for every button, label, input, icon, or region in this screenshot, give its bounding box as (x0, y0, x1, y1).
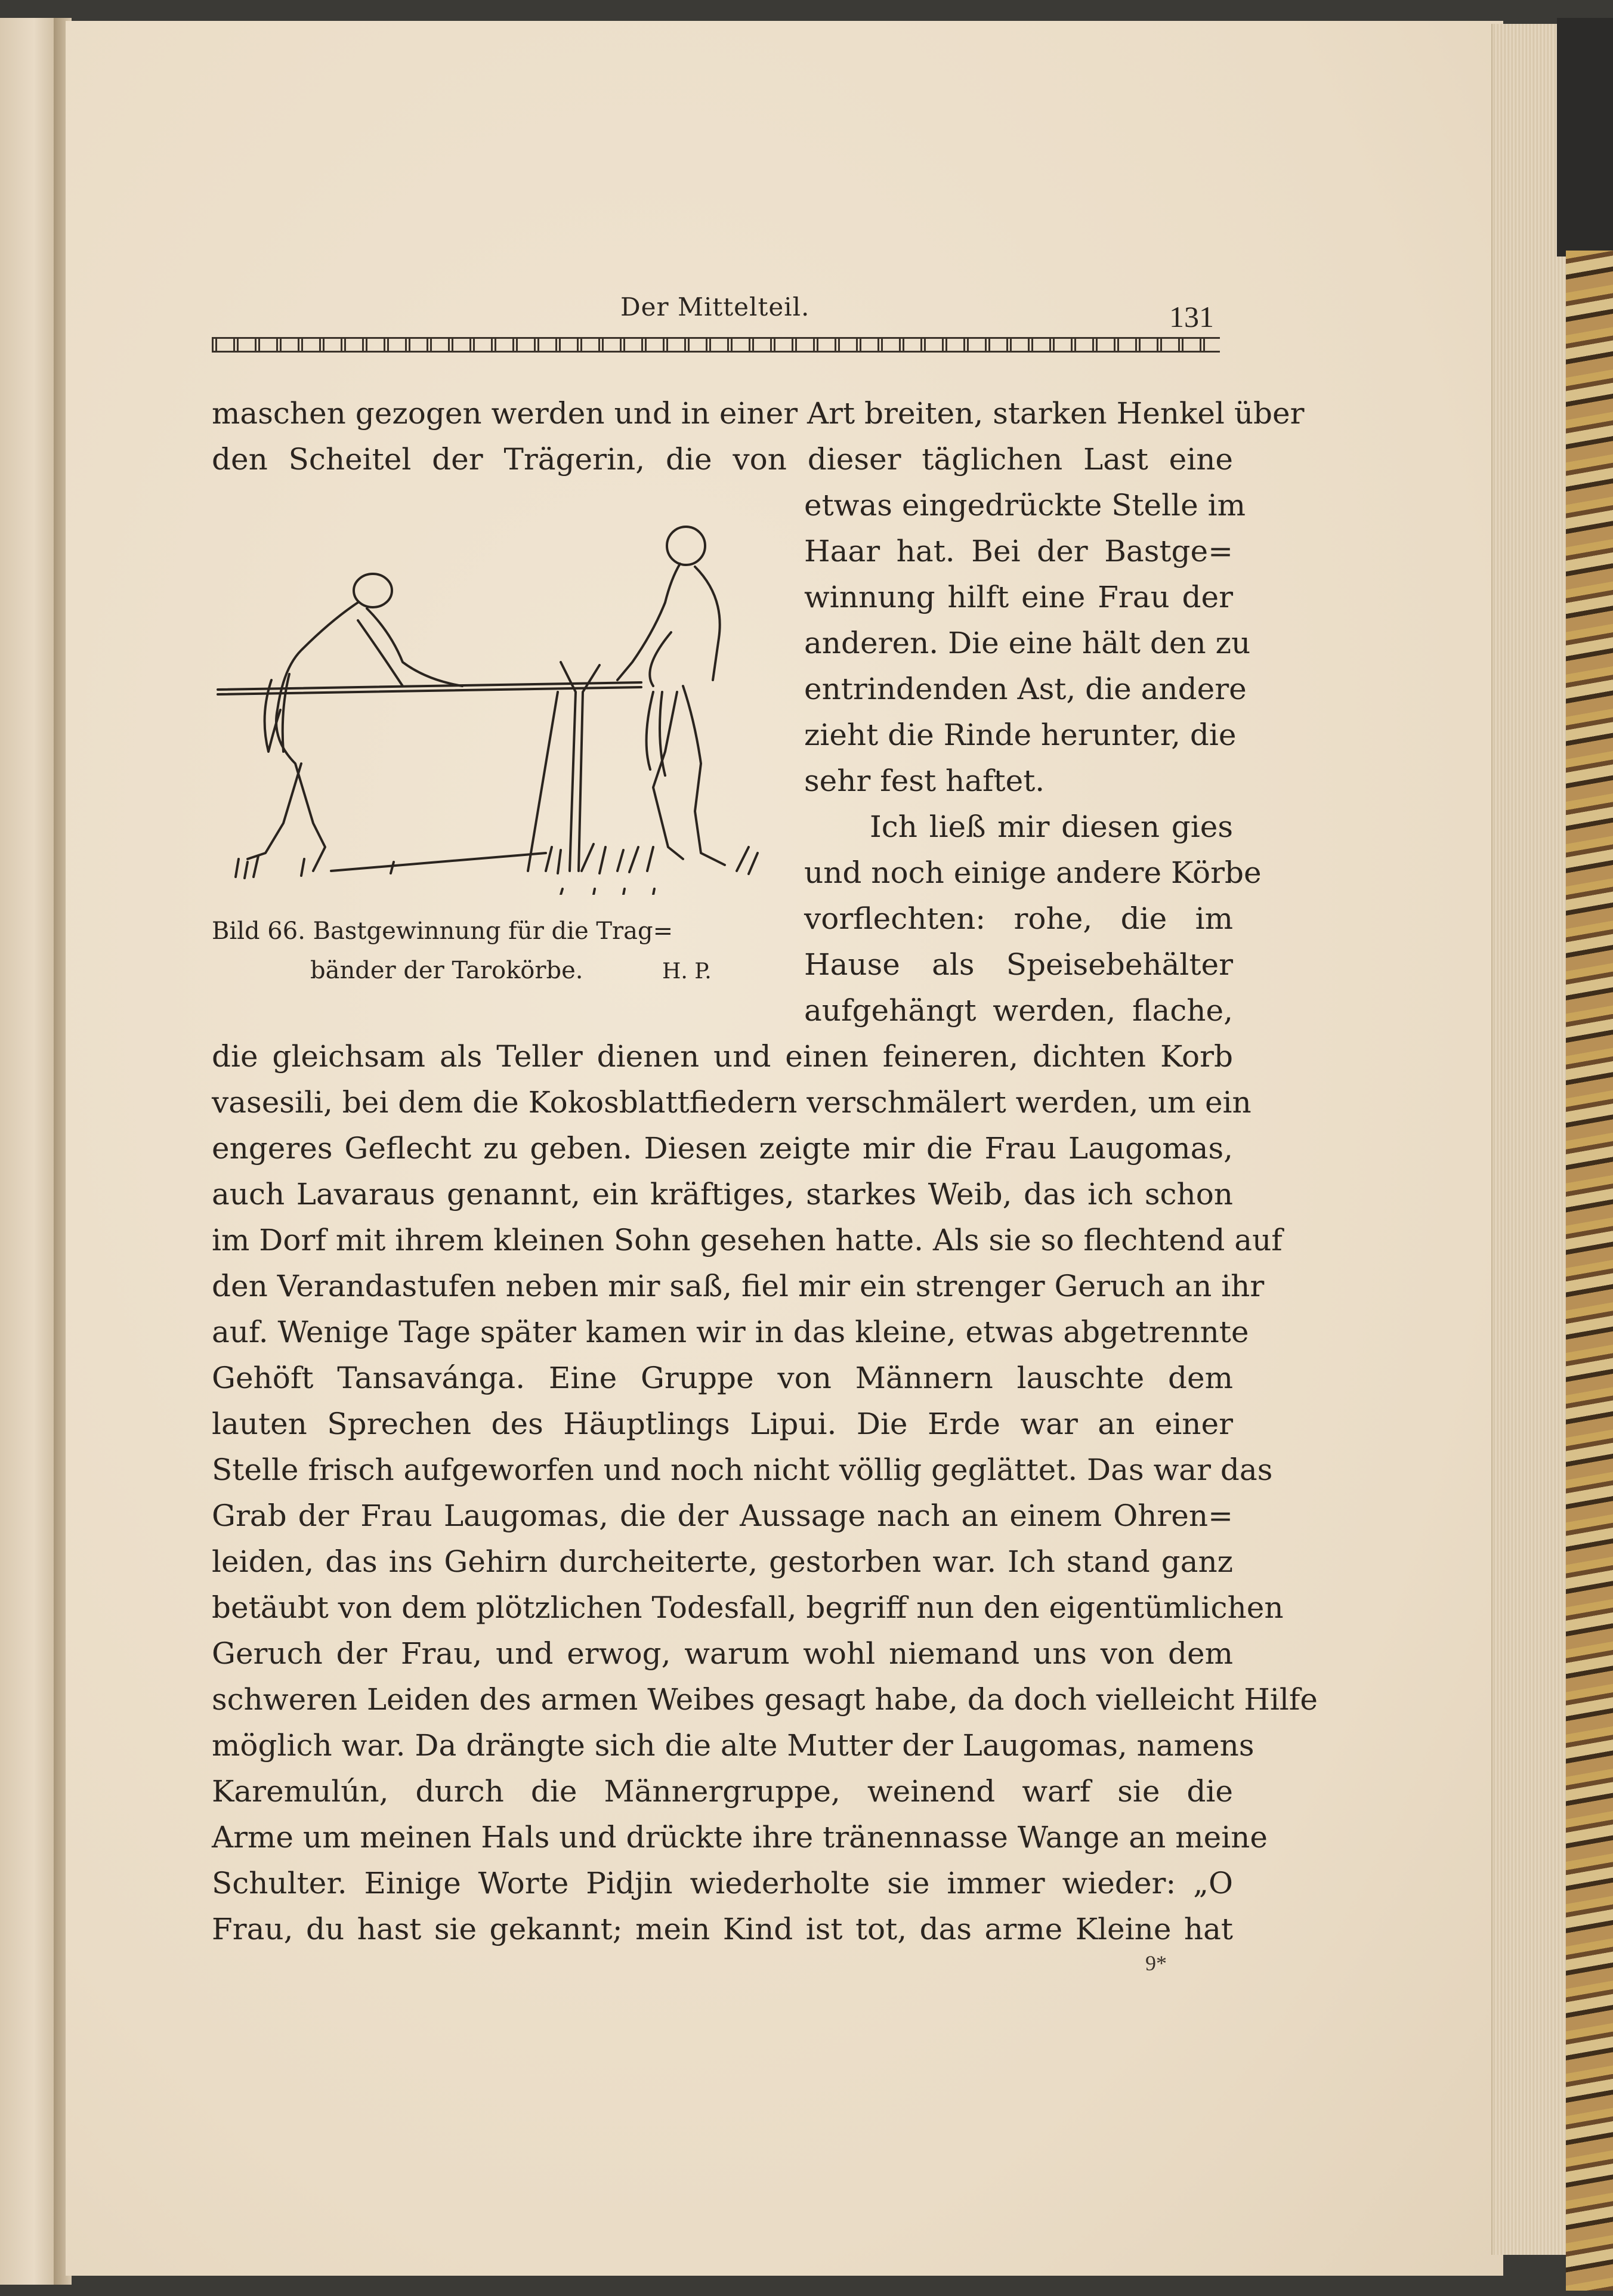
book-cover (1557, 18, 1613, 257)
text-line: auf. Wenige Tage später kamen wir in das kleine, etwas abgetrennte (212, 1315, 1249, 1349)
text-line: zieht die Rinde herunter, die (804, 718, 1237, 752)
text-line: Stelle frisch aufgeworfen und noch nicht völlig geglättet. Das war das (212, 1453, 1273, 1487)
text-line: vasesili, bei dem die Kokosblattfiedern verschmälert werden, um ein (212, 1085, 1252, 1120)
figure-credit: H. P. (662, 959, 712, 984)
text-line: möglich war. Da drängte sich die alte Mutter der Laugomas, namens (212, 1728, 1254, 1763)
ornamental-rule (212, 337, 1220, 353)
text-line: etwas eingedrückte Stelle im (804, 488, 1246, 523)
page-stack-edges (1491, 24, 1570, 2255)
text-line: im Dorf mit ihrem kleinen Sohn gesehen hatte. Als sie so flechtend auf (212, 1223, 1283, 1257)
text-line: Geruch der Frau, und erwog, warum wohl niemand uns von dem (212, 1636, 1233, 1671)
figure-caption: Bild 66. Bastgewinnung für die Trag= (212, 917, 673, 945)
text-line: die gleichsam als Teller dienen und einen feineren, dichten Korb (212, 1039, 1233, 1074)
text-line: betäubt von dem plötzlichen Todesfall, begriff nun den eigentümlichen (212, 1590, 1284, 1625)
marbled-cover-edge (1566, 251, 1613, 2291)
running-title: Der Mittelteil. (620, 292, 810, 322)
text-line: Gehöft Tansavánga. Eine Gruppe von Männern lauschte dem (212, 1361, 1233, 1395)
text-line: und noch einige andere Körbe (804, 855, 1262, 890)
text-line: lauten Sprechen des Häuptlings Lipui. Die Erde war an einer (212, 1407, 1233, 1441)
text-line: aufgehängt werden, flache, (804, 993, 1233, 1028)
text-line: auch Lavaraus genannt, ein kräftiges, starkes Weib, das ich schon (212, 1177, 1233, 1212)
text-line: sehr fest haftet. (804, 764, 1045, 798)
text-line: Frau, du hast sie gekannt; mein Kind ist tot, das arme Kleine hat (212, 1912, 1233, 1946)
text-line: schweren Leiden des armen Weibes gesagt habe, da doch vielleicht Hilfe (212, 1682, 1318, 1717)
signature-mark: 9* (1145, 1951, 1167, 1975)
text-line: leiden, das ins Gehirn durcheiterte, gestorben war. Ich stand ganz (212, 1544, 1233, 1579)
text-line: entrindenden Ast, die andere (804, 672, 1247, 706)
bast-extraction-illustration (212, 513, 772, 895)
text-line: den Verandastufen neben mir saß, fiel mir ein strenger Geruch an ihr (212, 1269, 1265, 1303)
text-line: maschen gezogen werden und in einer Art breiten, starken Henkel über (212, 396, 1305, 431)
text-line: Hause als Speisebehälter (804, 947, 1233, 982)
text-line: Karemulún, durch die Männergruppe, weinend warf sie die (212, 1774, 1233, 1809)
figure-caption: bänder der Tarokörbe. (310, 957, 583, 984)
text-line: anderen. Die eine hält den zu (804, 626, 1251, 660)
text-line: engeres Geflecht zu geben. Diesen zeigte mir die Frau Laugomas, (212, 1131, 1233, 1166)
left-page-edge (0, 18, 58, 2285)
text-line: winnung hilft eine Frau der (804, 580, 1233, 614)
text-line: den Scheitel der Trägerin, die von dieser täglichen Last eine (212, 442, 1233, 477)
text-line: Schulter. Einige Worte Pidjin wiederholte sie immer wieder: „O (212, 1866, 1233, 1901)
text-line: vorflechten: rohe, die im (804, 901, 1233, 936)
page-number: 131 (1169, 300, 1214, 333)
text-line: Grab der Frau Laugomas, die der Aussage nach an einem Ohren= (212, 1498, 1233, 1533)
text-line: Haar hat. Bei der Bastge= (804, 534, 1233, 568)
text-line: Ich ließ mir diesen gies (870, 809, 1233, 844)
text-line: Arme um meinen Hals und drückte ihre tränennasse Wange an meine (212, 1820, 1268, 1855)
